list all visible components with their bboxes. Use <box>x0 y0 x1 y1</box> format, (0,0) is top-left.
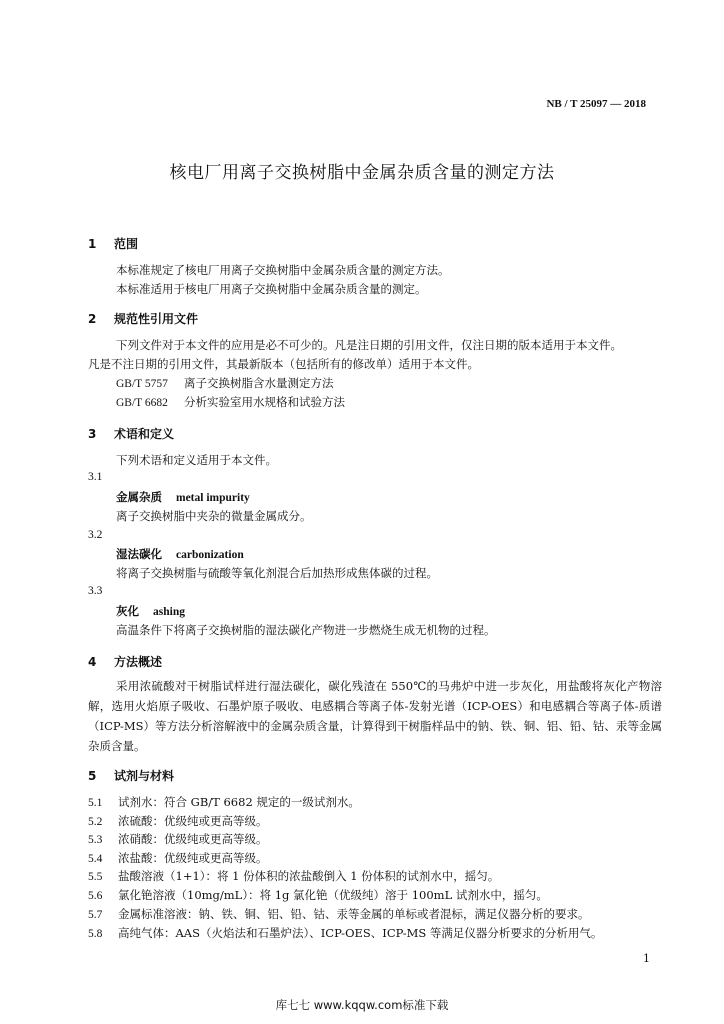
term-title: 金属杂质 metal impurity <box>116 490 250 504</box>
list-item: 5.6 氯化铯溶液（10mg/mL）：将 1g 氯化铯（优级纯）溶于 100mL 试剂水中，摇匀。 <box>88 888 548 902</box>
section-heading-1: 1 范围 <box>88 237 139 251</box>
s1-line-2: 本标准适用于核电厂用离子交换树脂中金属杂质含量的测定。 <box>116 282 427 296</box>
list-item: 5.7 金属标准溶液：钠、铁、铜、铝、铅、钴、汞等金属的单标或者混标，满足仪器分析的要求。 <box>88 907 590 921</box>
standard-number: NB / T 25097 — 2018 <box>546 98 646 110</box>
reference-item: GB/T 5757 离子交换树脂含水量测定方法 <box>116 376 334 390</box>
section-heading-2: 2 规范性引用文件 <box>88 312 199 326</box>
list-item: 5.5 盐酸溶液（1+1）：将 1 份体积的浓盐酸倒入 1 份体积的试剂水中，摇匀。 <box>88 869 500 883</box>
s1-line-1: 本标准规定了核电厂用离子交换树脂中金属杂质含量的测定方法。 <box>116 263 450 277</box>
term-number: 3.2 <box>88 529 103 541</box>
term-definition: 高温条件下将离子交换树脂的湿法碳化产物进一步燃烧生成无机物的过程。 <box>116 623 496 637</box>
list-item: 5.4 浓盐酸：优级纯或更高等级。 <box>88 851 268 865</box>
list-item: 5.1 试剂水：符合 GB/T 6682 规定的一级试剂水。 <box>88 795 360 809</box>
term-definition: 将离子交换树脂与硫酸等氧化剂混合后加热形成焦体碳的过程。 <box>116 566 438 580</box>
reference-item: GB/T 6682 分析实验室用水规格和试验方法 <box>116 395 345 409</box>
section-heading-4: 4 方法概述 <box>88 655 163 669</box>
s4-paragraph: 采用浓硫酸对干树脂试样进行湿法碳化，碳化残渣在 550℃的马弗炉中进一步灰化，用盐酸将灰化产物溶解，选用火焰原子吸收、石墨炉原子吸收、电感耦合等离子体-发射光谱（ICP-OES）和电感耦合等离子体-质谱（ICP-MS）等方法分析溶解液中的金属杂质含量，计算得到干树脂样品中的钠、铁、铜、铝、铅、钴、汞等金属杂质含量。 <box>88 679 662 753</box>
list-item: 5.2 浓硫酸：优级纯或更高等级。 <box>88 814 268 828</box>
list-item: 5.8 高纯气体：AAS（火焰法和石墨炉法）、ICP-OES、ICP-MS 等满足仪器分析要求的分析用气。 <box>88 926 603 940</box>
term-number: 3.3 <box>88 585 103 597</box>
s3-intro: 下列术语和定义适用于本文件。 <box>116 453 277 467</box>
term-definition: 离子交换树脂中夹杂的微量金属成分。 <box>116 509 312 523</box>
footer-watermark: 库七七 www.kqqw.com标准下载 <box>275 998 449 1012</box>
s2-line-2: 凡是不注日期的引用文件，其最新版本（包括所有的修改单）适用于本文件。 <box>88 357 479 371</box>
page-number: 1 <box>643 952 650 965</box>
term-title: 灰化 ashing <box>116 604 185 618</box>
section-heading-3: 3 术语和定义 <box>88 427 175 441</box>
s2-line-1: 下列文件对于本文件的应用是必不可少的。凡是注日期的引用文件，仅注日期的版本适用于本文件。 <box>116 338 622 352</box>
document-title: 核电厂用离子交换树脂中金属杂质含量的测定方法 <box>169 163 555 183</box>
list-item: 5.3 浓硝酸：优级纯或更高等级。 <box>88 832 268 846</box>
term-title: 湿法碳化 carbonization <box>116 547 244 561</box>
term-number: 3.1 <box>88 471 103 483</box>
section-heading-5: 5 试剂与材料 <box>88 769 175 783</box>
